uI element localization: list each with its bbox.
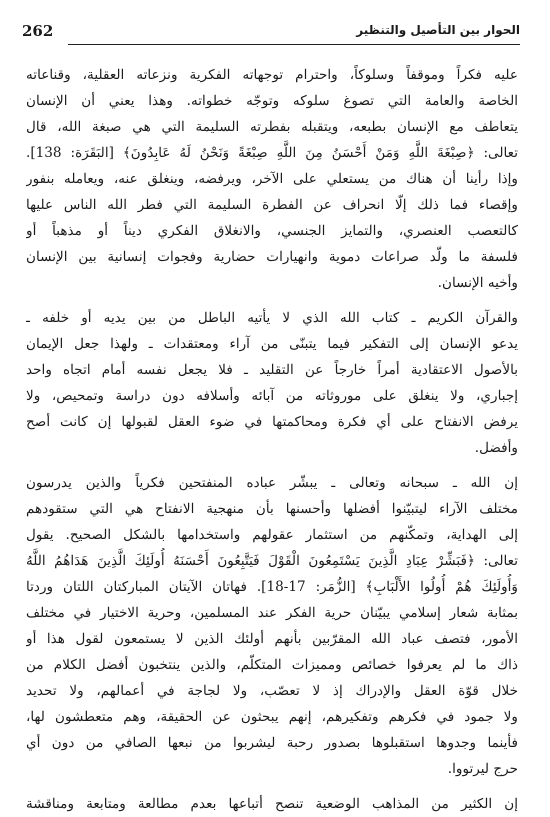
text-line: يدعو الإنسان إلى التفكير فيما يتبنّى من آراء ومعتقدات ـ ولهذا جعل الإيمان	[26, 336, 518, 352]
paragraph-4	[26, 791, 518, 817]
paragraph-1	[26, 62, 518, 296]
text-line: ذاك ما لم يعرفوا خصائص ومميزات المتكلّم، والذين ينتخبون أفضل الكلام من	[26, 657, 518, 673]
header-rule	[68, 44, 520, 45]
text-line: فلسفة ما ولّد صراعات دموية وانهيارات حضارية وفجوات إنسانية بين الإنسان	[26, 249, 518, 265]
text-line: وإقصاء فما ذلك إلّا انحراف عن الفطرة السليمة التي فطر الله الناس عليها	[26, 197, 518, 213]
text-line: إن الله ـ سبحانه وتعالى ـ يبشّر عباده المنفتحين فكرياً والذين يدرسون	[26, 475, 518, 491]
text-line: الأمور، فتصف عباد الله المقرّبين بأنهم أولئك الذين لا يستمعون لقول هذا أو	[26, 631, 518, 647]
text-line: ولا جمود في فكرهم وتفكيرهم، إنهم يبحثون عن الحقيقة، وهم متعطشون لها،	[26, 709, 518, 725]
text-line: حرج ليرتووا.	[447, 761, 518, 777]
text-line: عليه فكراً وموقفاً وسلوكاً، واحترام توجهاته الفكرية ونزعاته العقلية، وقناعاته	[26, 67, 518, 83]
page-body	[26, 62, 518, 812]
text-line: مختلف الآراء ليتبيّنوا أفضلها وأحسنها بأن منهجية الانفتاح هي التي ستقودهم	[26, 501, 518, 517]
quran-verse-line: وَأُولَئِكَ هُمْ أُولُوا الأَلْبَابِ﴾ [الزُّمَر: 17-18]. فهاتان الآيتان المباركتان اللتان وردتا	[26, 579, 518, 595]
text-line: والقرآن الكريم ـ كتاب الله الذي لا يأتيه الباطل من بين يديه أو خلفه ـ	[26, 310, 518, 326]
page-number: 262	[22, 22, 54, 40]
text-line: إن الكثير من المذاهب الوضعية تنصح أتباعها بعدم مطالعة ومتابعة ومناقشة	[26, 796, 518, 812]
text-line: كالتعصب العنصري، والتمايز الجنسي، والانغلاق الفكري ديناً أو مذهباً أو	[26, 223, 518, 239]
text-line: بالأصول الاعتقادية أمراً خارجاً عن التقليد ـ فلا يجعل نفسه أمام اتجاه واحد	[26, 362, 518, 378]
text-line: وأفضل.	[474, 440, 518, 456]
quran-verse-line: تعالى: ﴿فَبَشِّرْ عِبَادِ الَّذِينَ يَسْتَمِعُونَ الْقَوْلَ فَيَتَّبِعُونَ أَحْسَنَهُ أُولَئِكَ الَّذِينَ هَدَاهُمُ اللَّهُ	[26, 553, 518, 569]
text-line: الخاصة والعامة التي تصوغ سلوكه وتوجّه خطواته. وهذا يعني أن الإنسان	[26, 93, 518, 109]
text-line: وإذا رأينا أن هناك من يستعلي على الآخر، ويرفضه، وينغلق عنه، ويعامله بنفور	[26, 171, 518, 187]
text-line: يرفض الانفتاح على أي فكرة ومحاكمتها في ضوء العقل لقبولها إن كانت أصح	[26, 414, 518, 430]
paragraph-3	[26, 470, 518, 782]
text-line: بمثابة شعار إسلامي يبيّنان حرية الفكر عند المسلمين، وحرية الاختيار في مختلف	[26, 605, 518, 621]
text-line: إلى الهداية، وتمكّنهم من استثمار عقولهم واستخدامها بالشكل الصحيح. يقول	[26, 527, 518, 543]
text-line: وأخيه الإنسان.	[437, 275, 518, 291]
page-header	[22, 22, 520, 46]
text-line: خلال قوّة العقل والإدراك إذ لا تعصّب، ولا لجاجة في أعمالهم، ولا تحديد	[26, 683, 518, 699]
text-line: فأينما وجدوها استقبلوها بصدور رحبة ليشربوا من نبعها الصافي من دون أي	[26, 735, 518, 751]
text-line: إجباري، ولا ينغلق على موروثاته من آبائه وأسلافه دون دراسة وتمحيص، ولا	[26, 388, 518, 404]
quran-verse-line: تعالى: ﴿صِبْغَةَ اللَّهِ وَمَنْ أَحْسَنُ مِنَ اللَّهِ صِبْغَةً وَنَحْنُ لَهُ عَابِدُونَ﴾ [البَقَرَة: 138].	[26, 145, 518, 161]
running-title: الحوار بين التأصيل والتنظير	[356, 23, 520, 37]
paragraph-2	[26, 305, 518, 461]
text-line: يتعاطف مع الإنسان بطبعه، ويتقبله بفطرته السليمة التي هي صبغة الله، قال	[26, 119, 518, 135]
